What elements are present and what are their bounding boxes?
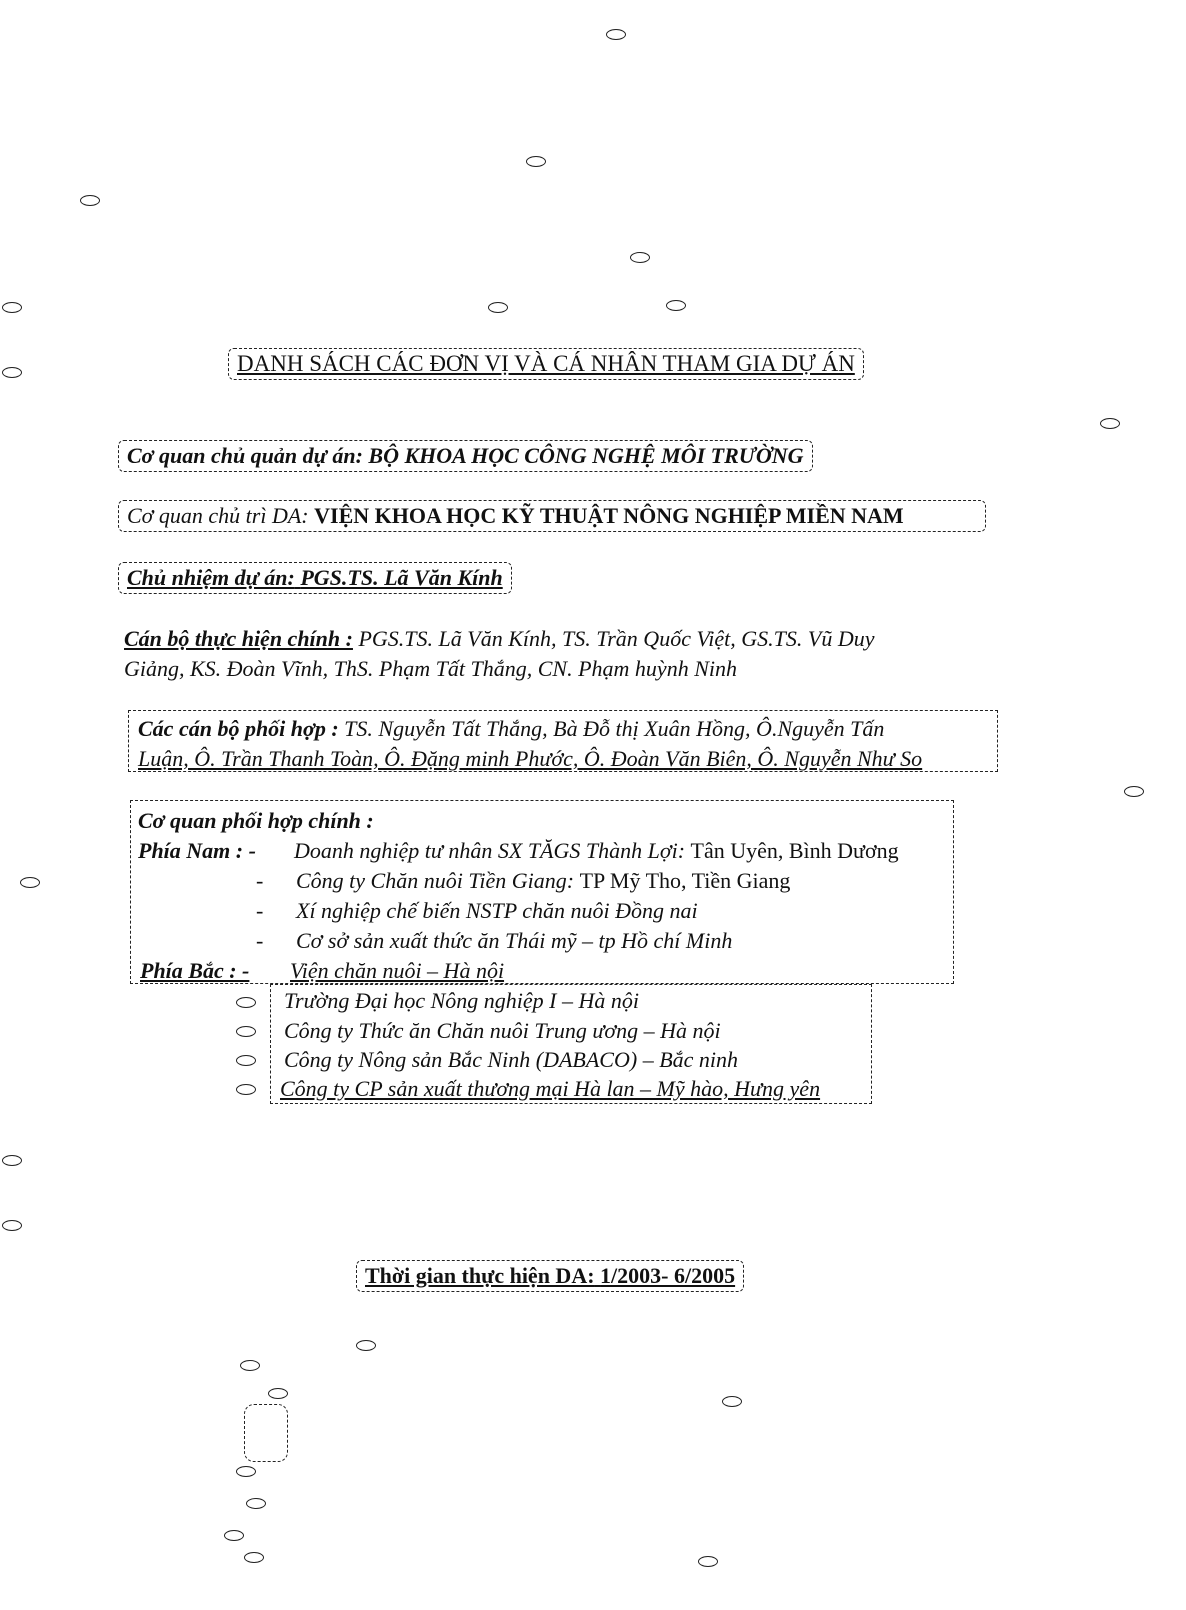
artifact-icon: [666, 300, 686, 311]
artifact-icon: [526, 156, 546, 167]
south-agency: - Xí nghiệp chế biến NSTP chăn nuôi Đồng nai: [256, 898, 698, 923]
artifact-icon: [722, 1396, 742, 1407]
south-agency: - Công ty Chăn nuôi Tiền Giang: TP Mỹ Tho, Tiền Giang: [256, 868, 791, 893]
lead-agency-value: VIỆN KHOA HỌC KỸ THUẬT NÔNG NGHIỆP MIỀN NAM: [314, 503, 904, 528]
managing-agency: [118, 440, 813, 472]
artifact-icon: [488, 302, 508, 313]
project-lead: [118, 562, 512, 594]
north-label: Phía Bắc : -: [140, 958, 250, 983]
artifact-icon: [1100, 418, 1120, 429]
agency-name: Công ty Chăn nuôi Tiền Giang:: [296, 868, 575, 893]
artifact-icon: [246, 1498, 266, 1509]
artifact-icon: [240, 1360, 260, 1371]
agency-name: Doanh nghiệp tư nhân SX TĂGS Thành Lợi:: [294, 838, 686, 863]
artifact-icon: [630, 252, 650, 263]
bullet-icon: [236, 1084, 256, 1095]
coop-staff-label: Các cán bộ phối hợp :: [138, 716, 339, 741]
agency-name: Xí nghiệp chế biến NSTP chăn nuôi Đồng nai: [296, 898, 698, 923]
agency-place: Tân Uyên, Bình Dương: [690, 838, 899, 863]
south-agency: - Cơ sở sản xuất thức ăn Thái mỹ – tp Hồ chí Minh: [256, 928, 733, 953]
coop-staff: [138, 716, 884, 742]
main-staff: [124, 626, 874, 652]
south-agency: [294, 838, 899, 864]
main-staff-line1: PGS.TS. Lã Văn Kính, TS. Trần Quốc Việt, GS.TS. Vũ Duy: [358, 626, 875, 651]
duration-label: Thời gian thực hiện DA:: [365, 1263, 595, 1288]
artifact-icon: [268, 1388, 288, 1399]
document-title: DANH SÁCH CÁC ĐƠN VỊ VÀ CÁ NHÂN THAM GIA DỰ ÁN: [228, 348, 864, 380]
managing-agency-value: BỘ KHOA HỌC CÔNG NGHỆ MÔI TRƯỜNG: [368, 443, 804, 468]
artifact-icon: [2, 367, 22, 378]
north-agency: Công ty Thức ăn Chăn nuôi Trung ương – Hà nội: [284, 1018, 721, 1043]
main-staff-line2: Giảng, KS. Đoàn Vĩnh, ThS. Phạm Tất Thắng, CN. Phạm huỳnh Ninh: [124, 656, 737, 681]
artifact-icon: [606, 29, 626, 40]
artifact-icon: [244, 1552, 264, 1563]
lead-agency: [118, 500, 986, 532]
artifact-icon: [80, 195, 100, 206]
north-agency: Công ty CP sản xuất thương mại Hà lan – Mỹ hào, Hưng yên: [280, 1076, 821, 1101]
artifact-icon: [1124, 786, 1144, 797]
duration-value: 1/2003- 6/2005: [600, 1263, 736, 1288]
bullet-icon: [236, 997, 256, 1008]
bullet-icon: [236, 1026, 256, 1037]
coop-staff-line1: TS. Nguyễn Tất Thắng, Bà Đỗ thị Xuân Hồng, Ô.Nguyễn Tấn: [344, 716, 885, 741]
north-agency: Trường Đại học Nông nghiệp I – Hà nội: [284, 988, 639, 1013]
artifact-icon: [698, 1556, 718, 1567]
north-agency: Công ty Nông sản Bắc Ninh (DABACO) – Bắc ninh: [284, 1047, 739, 1072]
artifact-icon: [20, 877, 40, 888]
artifact-icon: [224, 1530, 244, 1541]
artifact-icon: [2, 302, 22, 313]
project-lead-label: Chủ nhiệm dự án:: [127, 565, 295, 590]
artifact-icon: [356, 1340, 376, 1351]
north-agency: Viện chăn nuôi – Hà nội: [290, 958, 505, 983]
agency-place: TP Mỹ Tho, Tiền Giang: [579, 868, 791, 893]
south-label: Phía Nam : -: [138, 838, 256, 863]
duration: [356, 1260, 744, 1292]
artifact-icon: [236, 1466, 256, 1477]
managing-agency-label: Cơ quan chủ quản dự án:: [127, 443, 363, 468]
bullet-icon: [236, 1055, 256, 1066]
main-staff-label: Cán bộ thực hiện chính :: [124, 626, 353, 651]
artifact-icon: [244, 1404, 288, 1462]
lead-agency-label: Cơ quan chủ trì DA:: [127, 503, 309, 528]
artifact-icon: [2, 1155, 22, 1166]
project-lead-value: PGS.TS. Lã Văn Kính: [300, 565, 503, 590]
agency-name: Cơ sở sản xuất thức ăn Thái mỹ – tp Hồ chí Minh: [296, 928, 733, 953]
artifact-icon: [2, 1220, 22, 1231]
coop-staff-line2: Luận, Ô. Trần Thanh Toàn, Ô. Đặng minh Phước, Ô. Đoàn Văn Biên, Ô. Nguyễn Như So: [138, 746, 923, 771]
coop-agencies-label: Cơ quan phối hợp chính :: [138, 808, 374, 833]
